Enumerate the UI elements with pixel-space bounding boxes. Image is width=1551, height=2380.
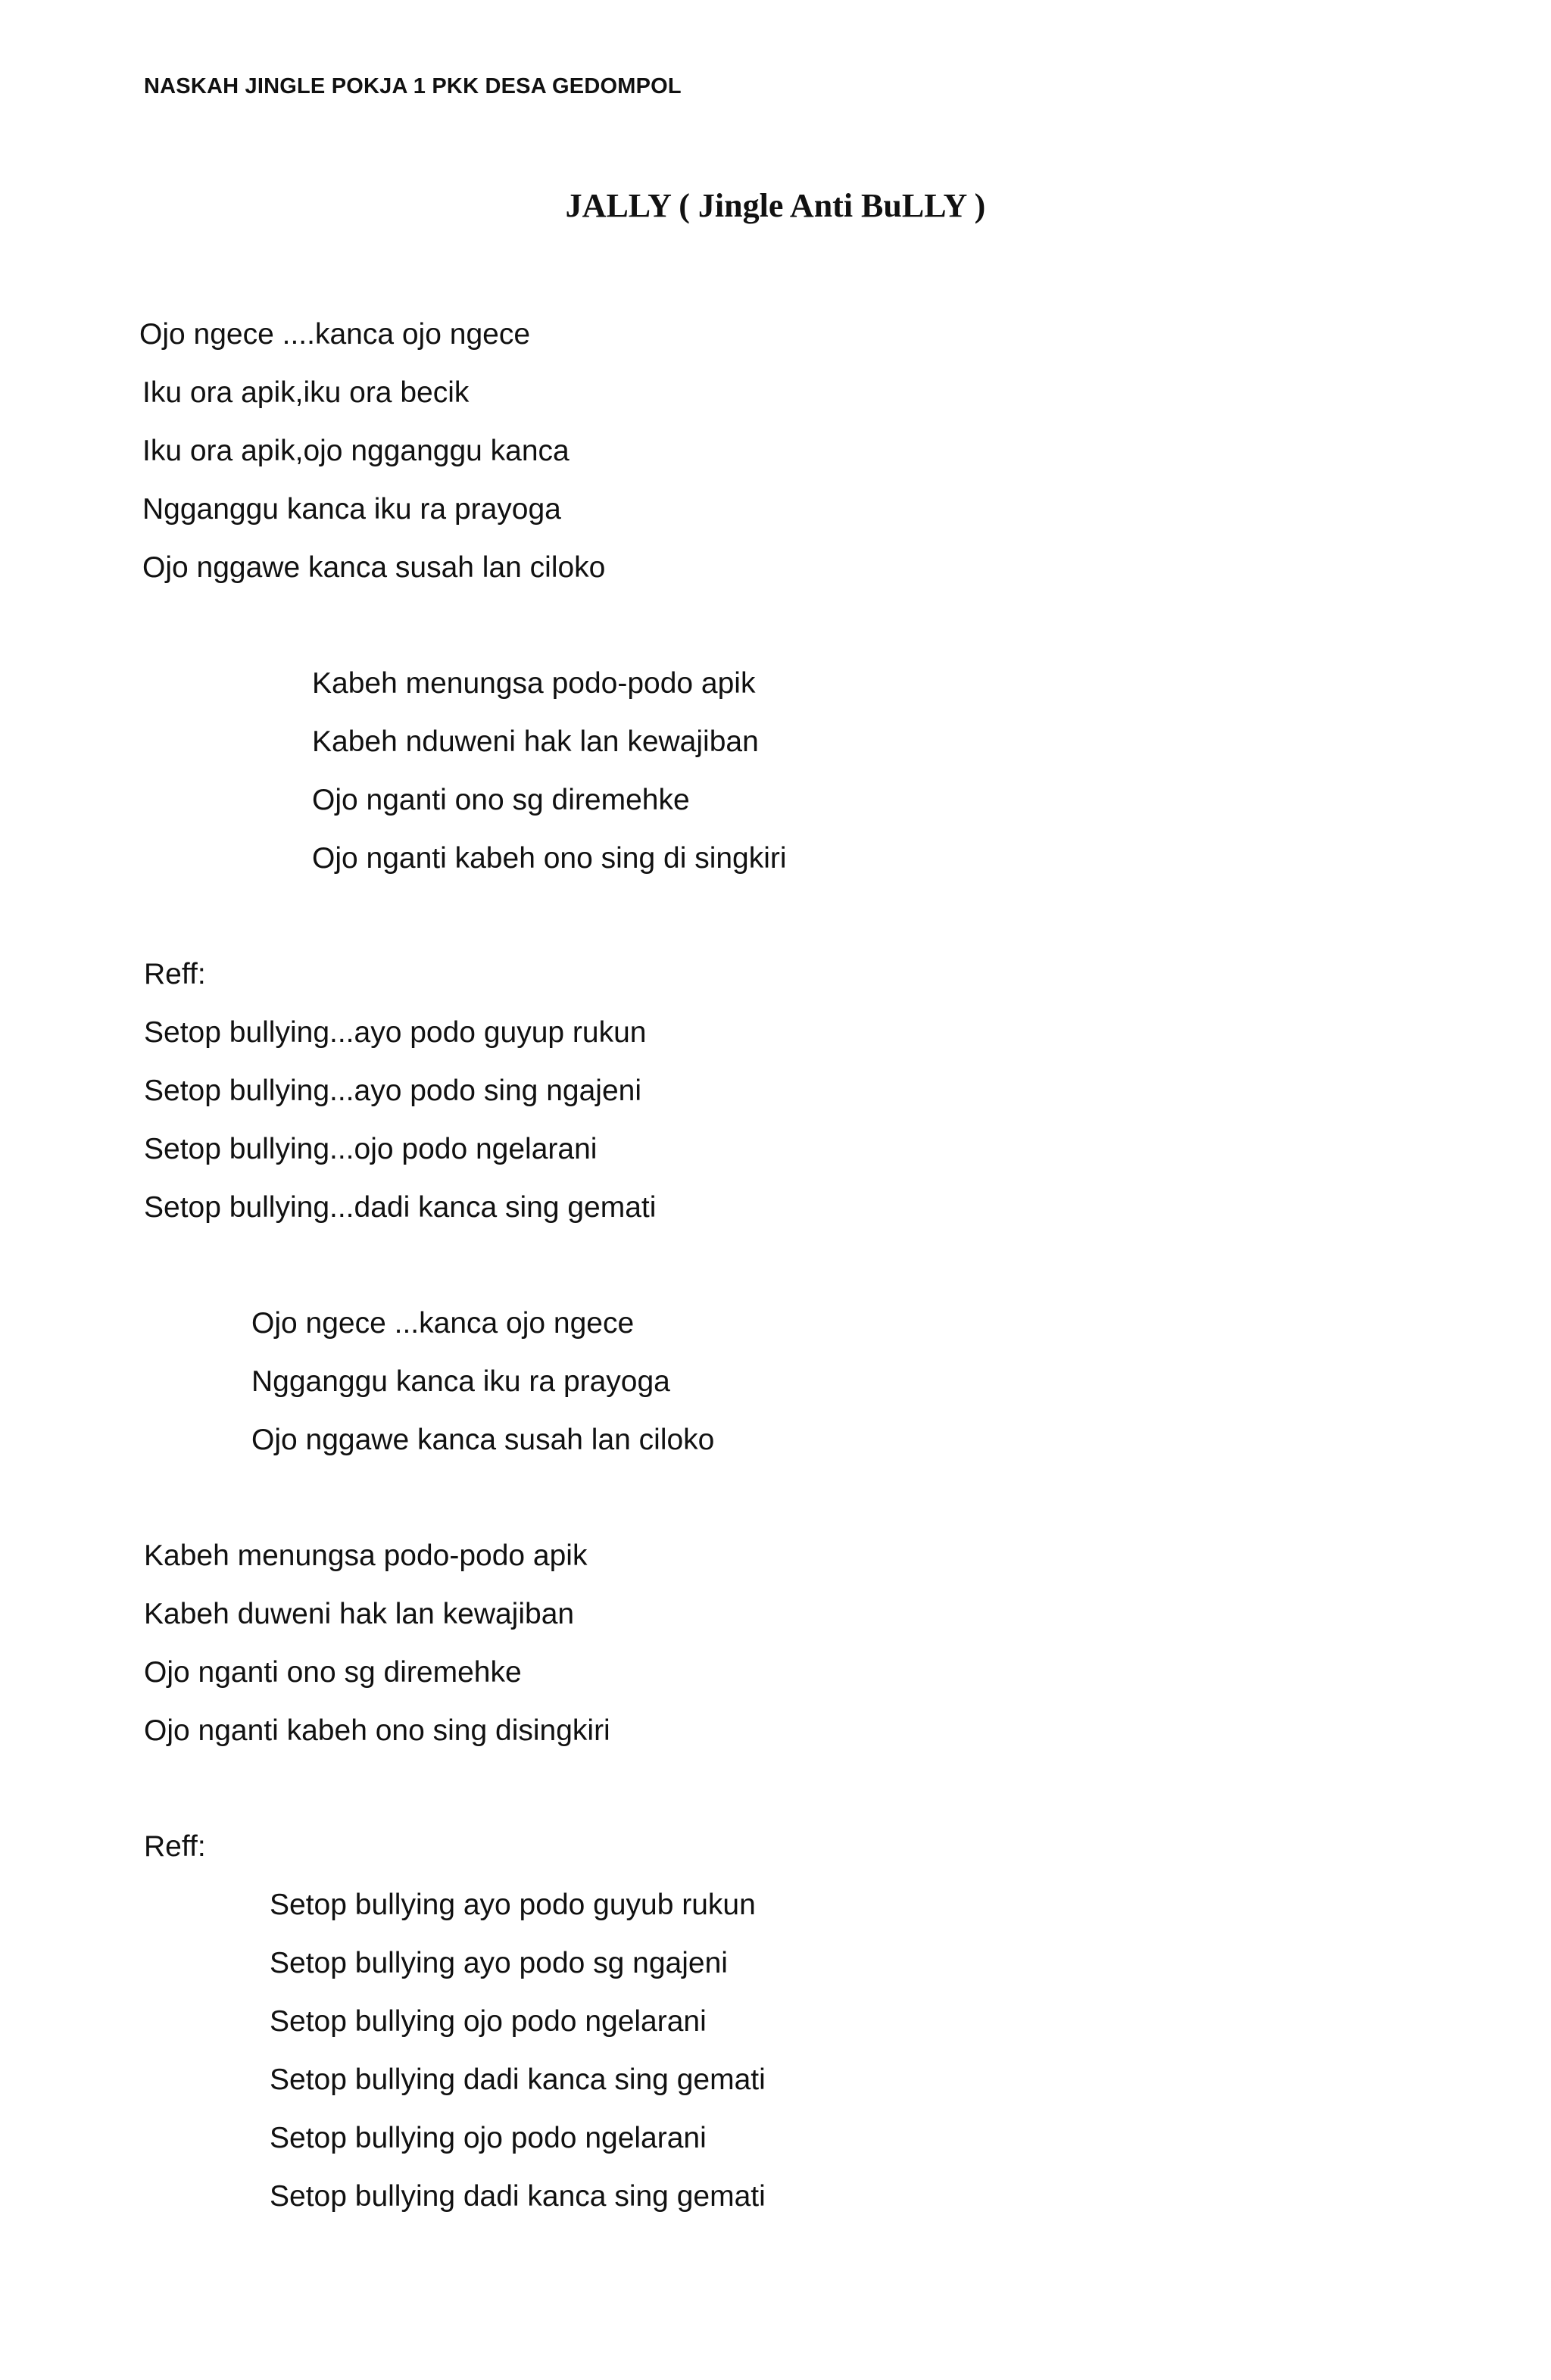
lyric-line: Kabeh menungsa podo-podo apik [144,1539,588,1572]
lyric-line: Kabeh duweni hak lan kewajiban [144,1598,575,1630]
lyric-line: Ojo ngece ...kanca ojo ngece [251,1307,635,1340]
document-header: NASKAH JINGLE POKJA 1 PKK DESA GEDOMPOL [144,74,682,98]
lyric-line: Ojo nganti kabeh ono sing di singkiri [312,842,787,875]
lyric-line: Ngganggu kanca iku ra prayoga [142,493,561,526]
reff-label: Reff: [144,958,206,990]
lyric-line: Setop bullying ojo podo ngelarani [270,2005,707,2038]
lyric-line: Setop bullying...ayo podo guyup rukun [144,1016,647,1049]
lyric-line: Setop bullying...ojo podo ngelarani [144,1133,598,1165]
lyric-line: Ojo nganti kabeh ono sing disingkiri [144,1714,610,1747]
lyric-line: Setop bullying ayo podo guyub rukun [270,1889,756,1921]
lyric-line: Setop bullying dadi kanca sing gemati [270,2180,766,2213]
lyric-line: Setop bullying ojo podo ngelarani [270,2122,707,2154]
lyric-line: Setop bullying dadi kanca sing gemati [270,2063,766,2096]
lyric-line: Kabeh menungsa podo-podo apik [312,667,756,700]
lyric-line: Kabeh nduweni hak lan kewajiban [312,725,759,758]
lyric-line: Iku ora apik,ojo ngganggu kanca [142,435,570,467]
lyric-line: Ojo nganti ono sg diremehke [144,1656,522,1689]
lyric-line: Ojo nggawe kanca susah lan ciloko [251,1424,715,1456]
lyric-line: Ojo ngece ....kanca ojo ngece [139,318,531,351]
reff-label: Reff: [144,1830,206,1863]
lyric-line: Setop bullying ayo podo sg ngajeni [270,1947,728,1979]
lyric-line: Setop bullying...ayo podo sing ngajeni [144,1075,641,1107]
lyric-line: Ojo nggawe kanca susah lan ciloko [142,551,606,584]
lyric-line: Setop bullying...dadi kanca sing gemati [144,1191,657,1224]
lyric-line: Ojo nganti ono sg diremehke [312,784,690,816]
lyric-line: Iku ora apik,iku ora becik [142,376,470,409]
song-title: JALLY ( Jingle Anti BuLLY ) [565,187,986,224]
lyric-line: Ngganggu kanca iku ra prayoga [251,1365,670,1398]
